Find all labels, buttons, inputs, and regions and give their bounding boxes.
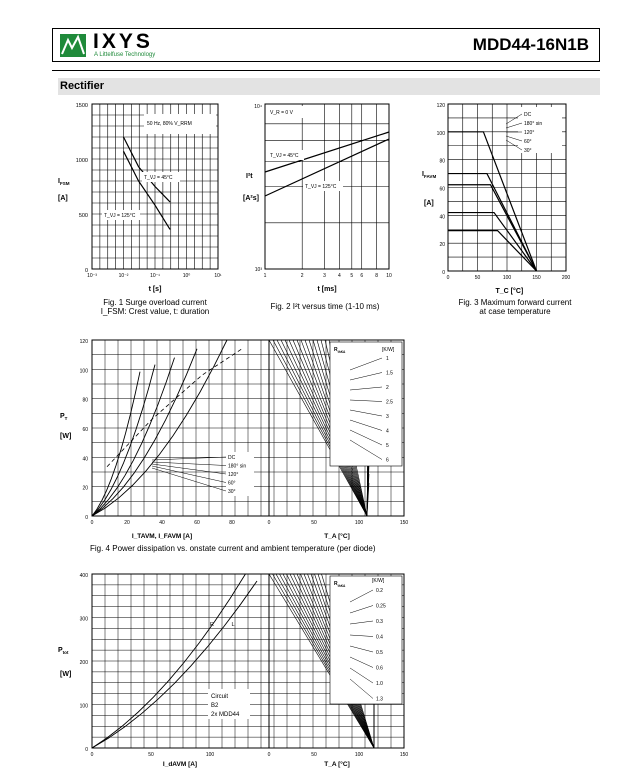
fig1-caption [70,298,240,316]
fig3-ylabel: $I_{FAVM}$ [422,171,437,179]
fig1-ytick: 0 [84,268,88,274]
fig5-rth-unit: [K/W] [372,578,385,584]
fig4-xtick-left: 80 [229,520,235,526]
fig1-xtick: 10⁻³ [87,273,97,279]
fig2-xtick: 10 [386,273,392,279]
fig2-xtick: 4 [338,273,341,279]
fig5-circuit-label: 2x MDD44 [211,712,240,718]
fig2-series-label: T_VJ = 125°C [305,184,337,190]
fig4-xtick-left: 40 [159,520,165,526]
fig5-xtick-right: 50 [311,752,317,758]
fig4-series-line [92,349,197,516]
part-number: MDD44-16N1B [472,35,589,54]
fig1-xlabel: t [s] [148,286,162,293]
fig1-ylabel: $I_{FSM}$ [58,178,70,186]
fig1-ytick: 500 [78,213,88,219]
fig5-rth-value: 0.5 [376,650,383,656]
fig4-series-line [92,372,140,516]
fig5-rth-value: 0.2 [376,588,383,594]
fig2-xlabel: t [ms] [317,286,337,293]
fig5-xtick-left: 0 [90,752,94,758]
section-title: Rectifier [58,78,600,95]
fig4-legend-label: 60° [228,480,236,487]
fig1-caption-line1: Fig. 1 Surge overload current [103,298,207,307]
fig5-ytick: 200 [79,660,88,666]
fig1-series-label: T_VJ = 125°C [104,213,136,219]
fig5-rth-box [330,576,402,704]
fig4-xtick-right: 50 [311,520,317,526]
fig3-ytick: 60 [439,186,445,193]
fig4-legend-leader [152,464,226,474]
fig4-legend-label: 180° sin [228,463,247,470]
fig4-xlabel-left: I_TAVM, I_FAVM [A] [131,533,193,540]
fig2-yunit: [A²s] [243,195,259,202]
fig3-ytick: 100 [436,130,445,137]
fig4-legend-label: 120° [228,472,239,478]
fig3-caption [430,298,600,316]
fig4-ylabel: $P_T$ [60,413,68,421]
fig1-yunit: [A] [58,195,68,202]
fig5-ytick: 100 [79,703,88,710]
fig2-xtick: 6 [360,273,364,279]
fig5-rth-value: 0.25 [376,603,386,610]
fig5-rth-value: 1.0 [376,681,383,687]
fig5-yunit: [W] [60,671,72,678]
fig4-rth-value: 1 [386,356,389,362]
fig4-rth-label: $R_{thKA}$ [334,347,346,354]
fig5-curve-label: L [231,622,235,628]
fig2-ylabel: I²t [246,173,253,180]
fig2-xtick: 2 [300,273,304,279]
fig3-legend-label: 180° sin [524,121,543,127]
fig2-series-label: T_VJ = 45°C [270,153,299,159]
fig4-rth-value: 4 [386,428,389,435]
fig3-xtick: 0 [446,275,450,281]
fig3-ytick: 0 [442,270,445,276]
fig5-rth-value: 0.4 [376,634,383,641]
fig4-xtick-left: 60 [194,520,200,526]
fig1-annotation: 50 Hz, 80% V_RRM [147,121,192,127]
fig5-xtick-left: 50 [148,752,154,758]
fig4-ytick: 40 [82,456,88,463]
fig3-legend-label: 120° [524,130,535,136]
fig1-ytick: 1500 [75,103,88,109]
fig2-caption: Fig. 2 I²t versus time (1-10 ms) [270,302,380,311]
fig2-xtick: 1 [263,273,267,279]
fig5-rth-value: 0.6 [376,665,383,672]
fig2-xtick: 3 [323,273,326,279]
fig3-legend-label: 60° [524,139,532,145]
fig4-xlabel-right: T_A [°C] [324,533,350,540]
fig5-rth-value: 1.3 [376,696,383,703]
fig2-ytick: 10³ [254,267,262,273]
fig5-ylabel: $P_{tot}$ [58,647,69,655]
fig2-annotation: V_R = 0 V [270,110,293,116]
fig5-xtick-right: 150 [399,752,409,758]
fig4-ytick: 80 [82,397,88,404]
fig4-rth-value: 6 [386,457,389,464]
fig3-ytick: 80 [439,158,445,165]
fig5-series-line [92,581,257,748]
fig1-xtick: 10⁰ [182,273,191,279]
fig3-yunit: [A] [424,200,434,207]
fig4-xtick-left: 0 [90,520,94,526]
fig3-legend-label: DC [524,112,532,118]
fig4-yunit: [W] [60,433,72,440]
fig1-caption-line2: I_FSM: Crest value, t: duration [100,307,210,316]
fig4-rth-value: 5 [386,443,389,449]
fig5-circuit-label: B2 [211,703,219,709]
fig4-legend-label: DC [228,455,236,461]
fig4-rth-value: 2.5 [386,399,393,406]
brand-name: IXYS [93,30,153,53]
fig4-xtick-right: 0 [267,520,271,526]
fig3-xtick: 100 [502,275,512,281]
fig5-xtick-right: 100 [354,752,364,758]
fig5-xtick-right: 0 [267,752,271,758]
fig3-ytick: 120 [436,103,445,109]
fig2-ytick: 10⁴ [254,104,262,110]
fig4-ytick: 60 [82,427,88,433]
fig3-xlabel: T_C [°C] [495,288,524,295]
fig4-ytick: 0 [85,515,88,521]
fig2-xtick: 5 [350,273,354,279]
fig3-xtick: 200 [561,275,571,281]
fig4-rth-unit: [K/W] [382,347,395,353]
fig5-rth-value: 0.3 [376,619,383,625]
fig3-legend-label: 30° [524,148,532,154]
fig5-ytick: 400 [79,573,88,579]
fig4-ytick: 100 [79,368,88,375]
fig3-caption-line2: at case temperature [479,307,551,316]
fig5-xlabel-left: I_dAVM [A] [162,761,198,768]
fig5-circuit-label: Circuit [211,694,229,700]
fig4-legend-leader [152,466,226,483]
fig5-xlabel-right: T_A [°C] [324,761,350,768]
fig4-rth-value: 2 [386,385,389,391]
fig3-ytick: 40 [439,214,445,221]
fig1-series-label: T_VJ = 45°C [144,175,173,181]
fig4-legend-label: 30° [228,489,236,495]
fig1-xtick: 10¹ [214,273,222,279]
fig3-caption-line1: Fig. 3 Maximum forward current [458,298,572,307]
fig5-rth-label: $R_{thKA}$ [334,581,346,588]
fig4-xtick-right: 150 [399,520,409,526]
brand-subtitle: A Littelfuse Technology [94,52,156,58]
fig5-xtick-left: 100 [205,752,215,758]
fig1-xtick: 10⁻² [118,273,129,279]
fig5-ytick: 300 [79,616,88,623]
fig4-rth-value: 3 [386,414,389,420]
fig4-ytick: 20 [82,485,88,492]
fig3-xtick: 50 [474,275,481,281]
fig4-ytick: 120 [79,339,88,345]
fig5-ytick: 0 [85,747,88,753]
fig4-xtick-right: 100 [354,520,364,526]
fig4-legend-leader [152,468,226,491]
fig1-xtick: 10⁻¹ [150,273,160,279]
fig4-legend-leader [152,462,226,466]
fig4-rth-value: 1.5 [386,370,393,377]
fig5-curve-label: R [210,622,214,628]
fig2-xtick: 8 [375,273,378,279]
fig3-xtick: 150 [532,275,541,281]
fig4-xtick-left: 20 [124,520,130,526]
fig4-caption: Fig. 4 Power dissipation vs. onstate current and ambient temperature (per diode) [90,544,376,553]
fig1-ytick: 1000 [75,158,88,164]
fig3-ytick: 20 [439,242,445,249]
